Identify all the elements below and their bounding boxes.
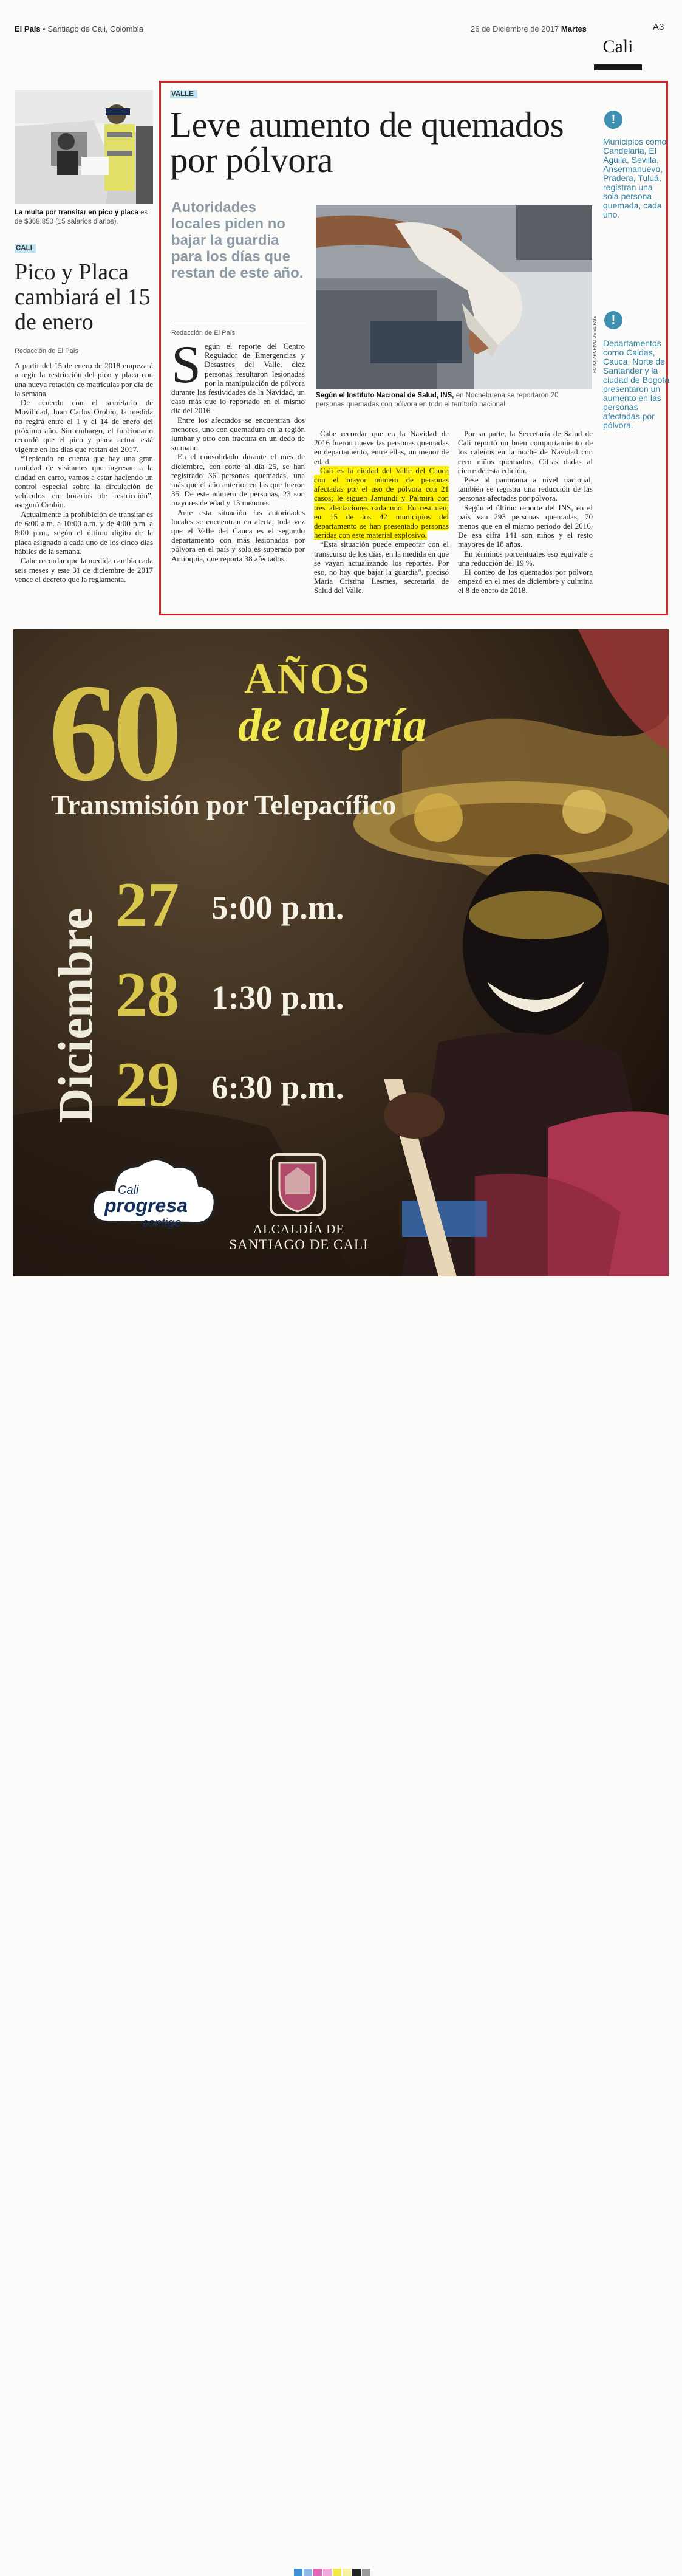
side-note-municipios: Municipios como Candelaria, El Águila, Sevilla, Ansermanuevo, Pradera, Tuluá, registran una sola persona quemada, cada uno.: [603, 137, 667, 219]
issue-date: 26 de Diciembre de 2017: [471, 24, 559, 33]
alcaldia-line-1: ALCALDÍA DE: [253, 1222, 345, 1236]
section-label: Cali: [602, 36, 633, 57]
article-body-pico: [15, 361, 153, 584]
ad-day: 27: [115, 869, 179, 940]
section-tab: [594, 30, 642, 70]
alcaldia-line-2: SANTIAGO DE CALI: [229, 1237, 369, 1252]
ad-years: AÑOS: [244, 654, 371, 703]
logo-text-progresa: progresa: [104, 1194, 188, 1216]
color-swatch: [343, 2569, 351, 2576]
color-swatch: [323, 2569, 332, 2576]
masthead-date: [471, 24, 587, 33]
print-marks: [0, 1282, 682, 1306]
ad-broadcast: Transmisión por Telepacífico: [51, 789, 397, 820]
subheadline: Autoridades locales piden no bajar la guardia para los días que restan de este año.: [171, 199, 304, 281]
photo-credit: FOTO: ARCHIVO DE EL PAÍS: [593, 316, 597, 374]
ad-month: Diciembre: [49, 908, 103, 1123]
bandaged-hand-photo: [316, 205, 592, 389]
exclamation-icon: !: [604, 111, 622, 129]
paragraph: Entre los afectados se encuentran dos menores, uno con quemadura en la región lumbar y otro con fractura en un dedo de su mano.: [171, 415, 305, 453]
color-swatch: [362, 2569, 370, 2576]
caption-bold: La multa por transitar en pico y placa: [15, 209, 138, 216]
headline-polvora: Leve aumento de quemados por pólvora: [170, 104, 564, 180]
paper-location: • Santiago de Cali, Colombia: [43, 24, 143, 33]
side-note-departamentos: Departamentos como Caldas, Cauca, Norte de Santander y la ciudad de Bogotá presentaron un aumento en las personas afectadas por pólvora.: [603, 338, 669, 430]
paragraph: El conteo de los quemados por pólvora empezó en el mes de diciembre y culmina el 8 de enero de 2018.: [458, 567, 593, 595]
issue-weekday: Martes: [561, 24, 587, 33]
advertisement-feria: [13, 629, 669, 1276]
paragraph: En el consolidado durante el mes de diciembre, con corte al día 25, se han registrado 36 personas quemadas, una más que el año anterior en las que fueron 35. De este número de personas, 23 son mayores de edad y 13 menores.: [171, 452, 305, 508]
color-swatch: [333, 2569, 341, 2576]
ad-time: 6:30 p.m.: [211, 1069, 344, 1106]
logo-text-contigo: contigo: [142, 1216, 182, 1230]
ad-time: 1:30 p.m.: [211, 979, 344, 1016]
headline-pico-placa: Pico y Placa cambiará el 15 de enero: [15, 259, 151, 335]
paragraph: Por su parte, la Secretaría de Salud de Cali reportó un buen comportamiento de los caleños en la noche de Navidad con cero niños quemados. Cifras dadas al cierre de esta edición.: [458, 429, 593, 475]
highlighted-paragraph: [314, 466, 449, 540]
drop-cap: S: [171, 335, 201, 394]
article-column-2: [314, 429, 449, 595]
caption-text: en Nochebuena se reportaron 20 personas quemadas con pólvora en todo el territorio nacional.: [316, 392, 559, 408]
color-swatch: [304, 2569, 312, 2576]
coat-of-arms-icon: [268, 1152, 327, 1218]
paper-name: El País: [15, 24, 41, 33]
ad-time: 5:00 p.m.: [211, 889, 344, 926]
paragraph: A partir del 15 de enero de 2018 empezará a regir la restricción del pico y placa con una nueva rotación de matrículas por día de la semana.: [15, 361, 153, 398]
photo-caption: [316, 391, 577, 409]
ad-sixty: 60: [49, 655, 176, 810]
section-bar: [594, 64, 642, 70]
paragraph: “Teniendo en cuenta que hay una gran cantidad de visitantes que ingresan a la ciudad en carro, vamos a estar haciendo un control especial sobre la circulación de vehículos en horarios de restricción”, aseguró Orobio.: [15, 453, 153, 510]
paragraph: Pese al panorama a nivel nacional, también se registra una reducción de las personas afectadas por pólvora.: [458, 475, 593, 503]
caption-bold: Según el Instituto Nacional de Salud, INS,: [316, 392, 454, 399]
paragraph: Cabe recordar que la medida cambia cada seis meses y este 31 de diciembre de 2017 vence el decreto que la reglamenta.: [15, 556, 153, 584]
color-swatch: [352, 2569, 361, 2576]
paragraph: Ante esta situación las autoridades locales se encuentran en alerta, toda vez que el Valle del Cauca es el segundo departamento con más lesionados por pólvora en el país y solo es superado por Antioquia, que reporta 38 afectados.: [171, 507, 305, 563]
kicker-cali: CALI: [15, 244, 36, 253]
color-swatch: [294, 2569, 302, 2576]
article-column-1: [171, 335, 305, 563]
paragraph: En términos porcentuales eso equivale a una reducción del 19 %.: [458, 549, 593, 567]
page-number: A3: [653, 22, 664, 32]
photo-caption: [15, 208, 154, 227]
paragraph: Cabe recordar que en la Navidad de 2016 fueron nueve las personas quemadas en departamento, entre ellas, un menor de edad.: [314, 429, 449, 466]
byline: Redacción de El País: [15, 348, 79, 355]
ad-day: 29: [115, 1049, 179, 1120]
kicker-valle: VALLE: [170, 90, 197, 98]
traffic-police-photo: [15, 90, 153, 204]
logo-text-cali: Cali: [118, 1184, 139, 1197]
article-column-3: [458, 429, 593, 595]
ad-tagline: de alegría: [238, 700, 427, 751]
paragraph: Según el último reporte del INS, en el país van 293 personas quemadas, 70 menos que en el mismo periodo del 2016. De esa cifra 141 son niños y el resto mayores de 18 años.: [458, 502, 593, 549]
color-swatch: [313, 2569, 322, 2576]
paragraph: “Esta situación puede empeorar con el transcurso de los días, en la medida en que se vayan actualizando los reportes. Por eso, no hay que bajar la guardia”, precisó María Cristina Lesmes, secretaria de Salud del Valle.: [314, 540, 449, 595]
exclamation-icon: !: [604, 311, 622, 329]
paragraph: Actualmente la prohibición de transitar es de 6:00 a.m. a 10:00 a.m. y de 4:00 p.m. a 8:00 p.m., según el último dígito de la placa asignado a cada uno de los cinco días hábiles de la semana.: [15, 509, 153, 556]
caption-text: es de $368.850 (15 salarios diarios).: [15, 209, 148, 225]
byline: Redacción de El País: [171, 329, 236, 337]
paragraph: egún el reporte del Centro Regulador de Emergencias y Desastres del Valle, diez personas resultaron lesionadas por la manipulación de pólvora durante las festividades de la Navidad, un caso más que lo reportado en el mismo día del 2016.: [171, 341, 305, 416]
ad-day: 28: [115, 959, 179, 1030]
paragraph: De acuerdo con el secretario de Movilidad, Juan Carlos Orobio, la medida no regirá entre el 1 y el 14 de enero del próximo año. Sin embargo, el funcionario recordó que el pico y placa actual está vigente en los días que restan del 2017.: [15, 398, 153, 454]
highlight-text: Cali es la ciudad del Valle del Cauca con el mayor número de personas afectadas por el uso de pólvora con 21 casos; le siguen Jamundí y Palmira con tres afectaciones cada uno. En resumen; en 15 de los 42 municipios del departamento se han presentado personas heridas con este material explosivo.: [314, 465, 449, 540]
masthead-left: [15, 24, 143, 33]
